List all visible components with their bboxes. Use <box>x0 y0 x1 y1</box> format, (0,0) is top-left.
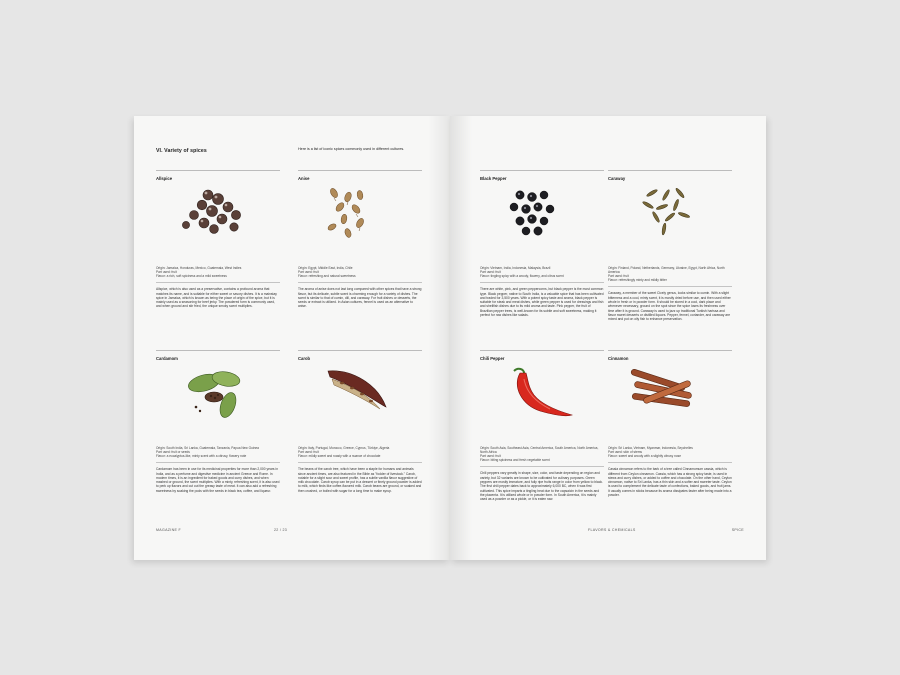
spice-part: Part used: fruit <box>480 270 501 275</box>
spice-entry-anise <box>298 170 422 309</box>
divider <box>608 170 732 171</box>
chili-pepper-illustration <box>480 365 604 443</box>
spice-part: Part used: skin of stems <box>608 450 643 455</box>
footer-section: FLAVORS & CHEMICALS <box>588 528 636 532</box>
spice-flavor: Flavor: biting spiciness and fresh vegetable scent <box>480 458 550 463</box>
spice-meta <box>298 266 422 278</box>
spice-flavor: Flavor: a eucalyptus-like, minty scent with a citrusy, flowery note <box>156 454 247 459</box>
spice-part: Part used: fruit <box>156 270 177 275</box>
divider <box>480 170 604 171</box>
spice-entry-caraway <box>608 170 732 321</box>
spice-part: Part used: fruit <box>298 450 319 455</box>
spice-entry-chili-pepper <box>480 350 604 501</box>
spice-description: The beans of the carob tree, which have been a staple for humans and animals since ancient times, are also featured in the Bible as "fodder of livestock." Carob, notable for a slight sour and sweet profile, has a subtle vanilla flavor suggestive of milk chocolate. Carob syrup can be put in a dessert or finely ground powder is added to milk, which finds like coffee-flavored milk. Carob beans are ground, or soaked and then crushed, or boiled with sugar for a long time to make syrup. <box>298 467 422 493</box>
spice-origin: Origin: South India, Sri Lanka, Guatemala, Tanzania, Papua New Guinea <box>156 446 259 450</box>
divider <box>480 282 604 283</box>
anise-illustration <box>298 185 422 263</box>
spice-flavor: Flavor: sweet and woody with a slightly citrusy nose <box>608 454 681 459</box>
spice-title: Anise <box>298 176 310 181</box>
spice-title: Carob <box>298 356 311 361</box>
spice-meta <box>608 446 732 458</box>
spice-title: Caraway <box>608 176 626 181</box>
section-heading: VI. Variety of spices <box>156 148 207 154</box>
spice-title: Chili Pepper <box>480 356 505 361</box>
spice-flavor: Flavor: tingling spicy with a woody, flowery, and citrus scent <box>480 274 564 279</box>
spice-entry-allspice <box>156 170 280 309</box>
gutter-shadow <box>428 116 450 560</box>
spice-meta <box>608 266 732 282</box>
divider <box>608 350 732 351</box>
spice-entry-carob <box>298 350 422 493</box>
divider <box>298 170 422 171</box>
carob-illustration <box>298 365 422 443</box>
intro-text: Here is a list of iconic spices commonly used in different cultures. <box>298 147 405 151</box>
spice-title: Cinnamon <box>608 356 629 361</box>
spice-meta <box>156 266 280 278</box>
footer-topic: SPICE <box>731 528 744 532</box>
spice-flavor: Flavor: refreshing and natural sweetness <box>298 274 356 279</box>
spice-flavor: Flavor: a rich, soft spiciness and a mild sweetness <box>156 274 227 279</box>
spice-meta <box>298 446 422 458</box>
spice-title: Allspice <box>156 176 173 181</box>
footer-magazine: MAGAZINE F <box>156 528 181 532</box>
spice-entry-cinnamon <box>608 350 732 497</box>
spice-part: Part used: fruit or seeds <box>156 450 190 455</box>
divider <box>480 350 604 351</box>
left-page <box>134 116 450 560</box>
divider <box>298 462 422 463</box>
divider <box>156 170 280 171</box>
right-page <box>450 116 766 560</box>
divider <box>156 462 280 463</box>
spice-description: Cassia cinnamon refers to the bark of a tree called Cinnamomum cassia, which is different from Ceylon cinnamon. Cassia, which has a strong spicy taste, is used in stews and curry dishes, or added to coffee and chocolate. On the other hand, Ceylon cinnamon, native to Sri Lanka, has a thin skin and a softer and sweeter taste. Ceylon is used to complement the delicate taste of confections, baked goods, and fruit jams. It usually comes in sticks because its aroma dissipates faster after being made into a powder. <box>608 467 732 498</box>
spice-description: The aroma of anise does not last long compared with other spices that have a strong flavor, but its delicate, subtle scent is charming enough for a variety of dishes. The scent is similar to that of cumin, dill, and caraway. For fruit dishes or desserts, the seeds or extract is utilized. In Asian cultures, fennel is used as an alternative to anise. <box>298 287 422 309</box>
spice-origin: Origin: Vietnam, India, Indonesia, Malaysia, Brazil <box>480 266 551 270</box>
divider <box>156 282 280 283</box>
spice-origin: Origin: Egypt, Middle East, India, Chile <box>298 266 353 270</box>
spice-meta <box>480 266 604 278</box>
spice-title: Cardamom <box>156 356 178 361</box>
black-pepper-illustration <box>480 185 604 263</box>
spice-meta <box>156 446 280 458</box>
spice-flavor: Flavor: mildly sweet and roasty with a nuance of chocolate <box>298 454 381 459</box>
divider <box>608 462 732 463</box>
spice-part: Part used: fruit <box>298 270 319 275</box>
divider <box>608 286 732 287</box>
spice-description: There are white, pink, and green peppercorns, but black pepper is the most common type. Black pepper, native to South India, is a valuable spice that has been cultivated and traded for 3,500 years. With a potent spicy taste and aroma, black pepper is suitable for steak and meat dishes, while green pepper is used for dressings and fish and shellfish dishes due to its mild aroma and taste. Pink pepper, the fruit of Brazilian pepper trees, is well-known for its subtle and soft sweetness, making it perfect for raw dishes like salads. <box>480 287 604 318</box>
spice-origin: Origin: Sri Lanka, Vietnam, Myanmar, Indonesia, Seychelles <box>608 446 693 450</box>
spice-title: Black Pepper <box>480 176 507 181</box>
spice-origin: Origin: South Asia, Southeast Asia, Central America, South America, North America, North Africa <box>480 446 599 455</box>
spice-origin: Origin: Jamaica, Honduras, Mexico, Guatemala, West Indies <box>156 266 242 270</box>
caraway-illustration <box>608 185 732 263</box>
divider <box>298 282 422 283</box>
cardamom-illustration <box>156 365 280 443</box>
spice-description: Caraway, a member of the sweet Cicely genus, looks similar to cumin. With a slight bitterness and a cool, minty scent, it is mostly dried before use, and then used either whole in fresh or in powder form. It should be stored in a cool, dark place and whenever necessary, ground on the spot since the spice loses its freshness over time after it is ground. Caraway is used to jazz up traditional Turkish harissa and flavor sweet desserts or distilled liquors. Pepper, fennel, coriander, and caraway are mixed and put on oily fish to enhance preservation. <box>608 291 731 322</box>
footer-page-number: 22 / 23 <box>274 528 288 532</box>
spice-origin: Origin: Italy, Portugal, Morocco, Greece, Cyprus, Türkiye, Algeria <box>298 446 390 450</box>
divider <box>480 466 604 467</box>
spice-origin: Origin: Finland, Poland, Netherlands, Germany, Ukraine, Egypt, North Africa, North America <box>608 266 725 275</box>
spice-description: Allspice, which is also used as a preservative, contains a profound aroma that matches its name, and is suitable for either sweet or savory dishes. It is a mainstay spice in Jamaica, which is known as being the place of origin of the spice, but it is mainly used as a seasoning for beef jerky. The powdered form is commonly used, and when ground and stir fried, the unique smoky scent multiplies. <box>156 287 277 309</box>
spice-description: Chili peppers vary greatly in shape, size, color, and taste depending on region and variety, but 32 variants are known to be cultivated for culinary purposes. Green peppers are mostly immature, and fully ripe fruits range in color from yellow to black. The first chili pepper dates back to approximately 6,000 BC, when it was first cultivated. This spice imparts a tingling heat due to the capsaicin in the seeds and the placenta. It is utilized whole or in powder form. In South America, it is mainly used as a powder or as a pickle, or it is eaten raw. <box>480 471 603 502</box>
spice-entry-cardamom <box>156 350 280 493</box>
spice-part: Part used: fruit <box>608 274 629 279</box>
allspice-illustration <box>156 185 280 263</box>
gutter-shadow <box>450 116 472 560</box>
spice-part: Part used: fruit <box>480 454 501 459</box>
spice-meta <box>480 446 604 462</box>
cinnamon-illustration <box>608 365 732 443</box>
spice-flavor: Flavor: refreshingly minty and mildly bitter <box>608 278 667 283</box>
divider <box>298 350 422 351</box>
divider <box>156 350 280 351</box>
spice-entry-black-pepper <box>480 170 604 317</box>
spice-description: Cardamom has been in use for its medicinal properties for more than 2,000 years in India, and as a perfume and digestive medicine in ancient Greece and Rome. In modern times, it is an ingredient for baked goods and curry dishes, and when mashed or ground, the scent multiplies. With a minty, refreshing scent, it is also used to perk up flavors and cut out the greasy taste of meat. It can also add a refreshing sweetness by soaking the pods with the seeds in black tea, coffee, and liqueur. <box>156 467 280 493</box>
